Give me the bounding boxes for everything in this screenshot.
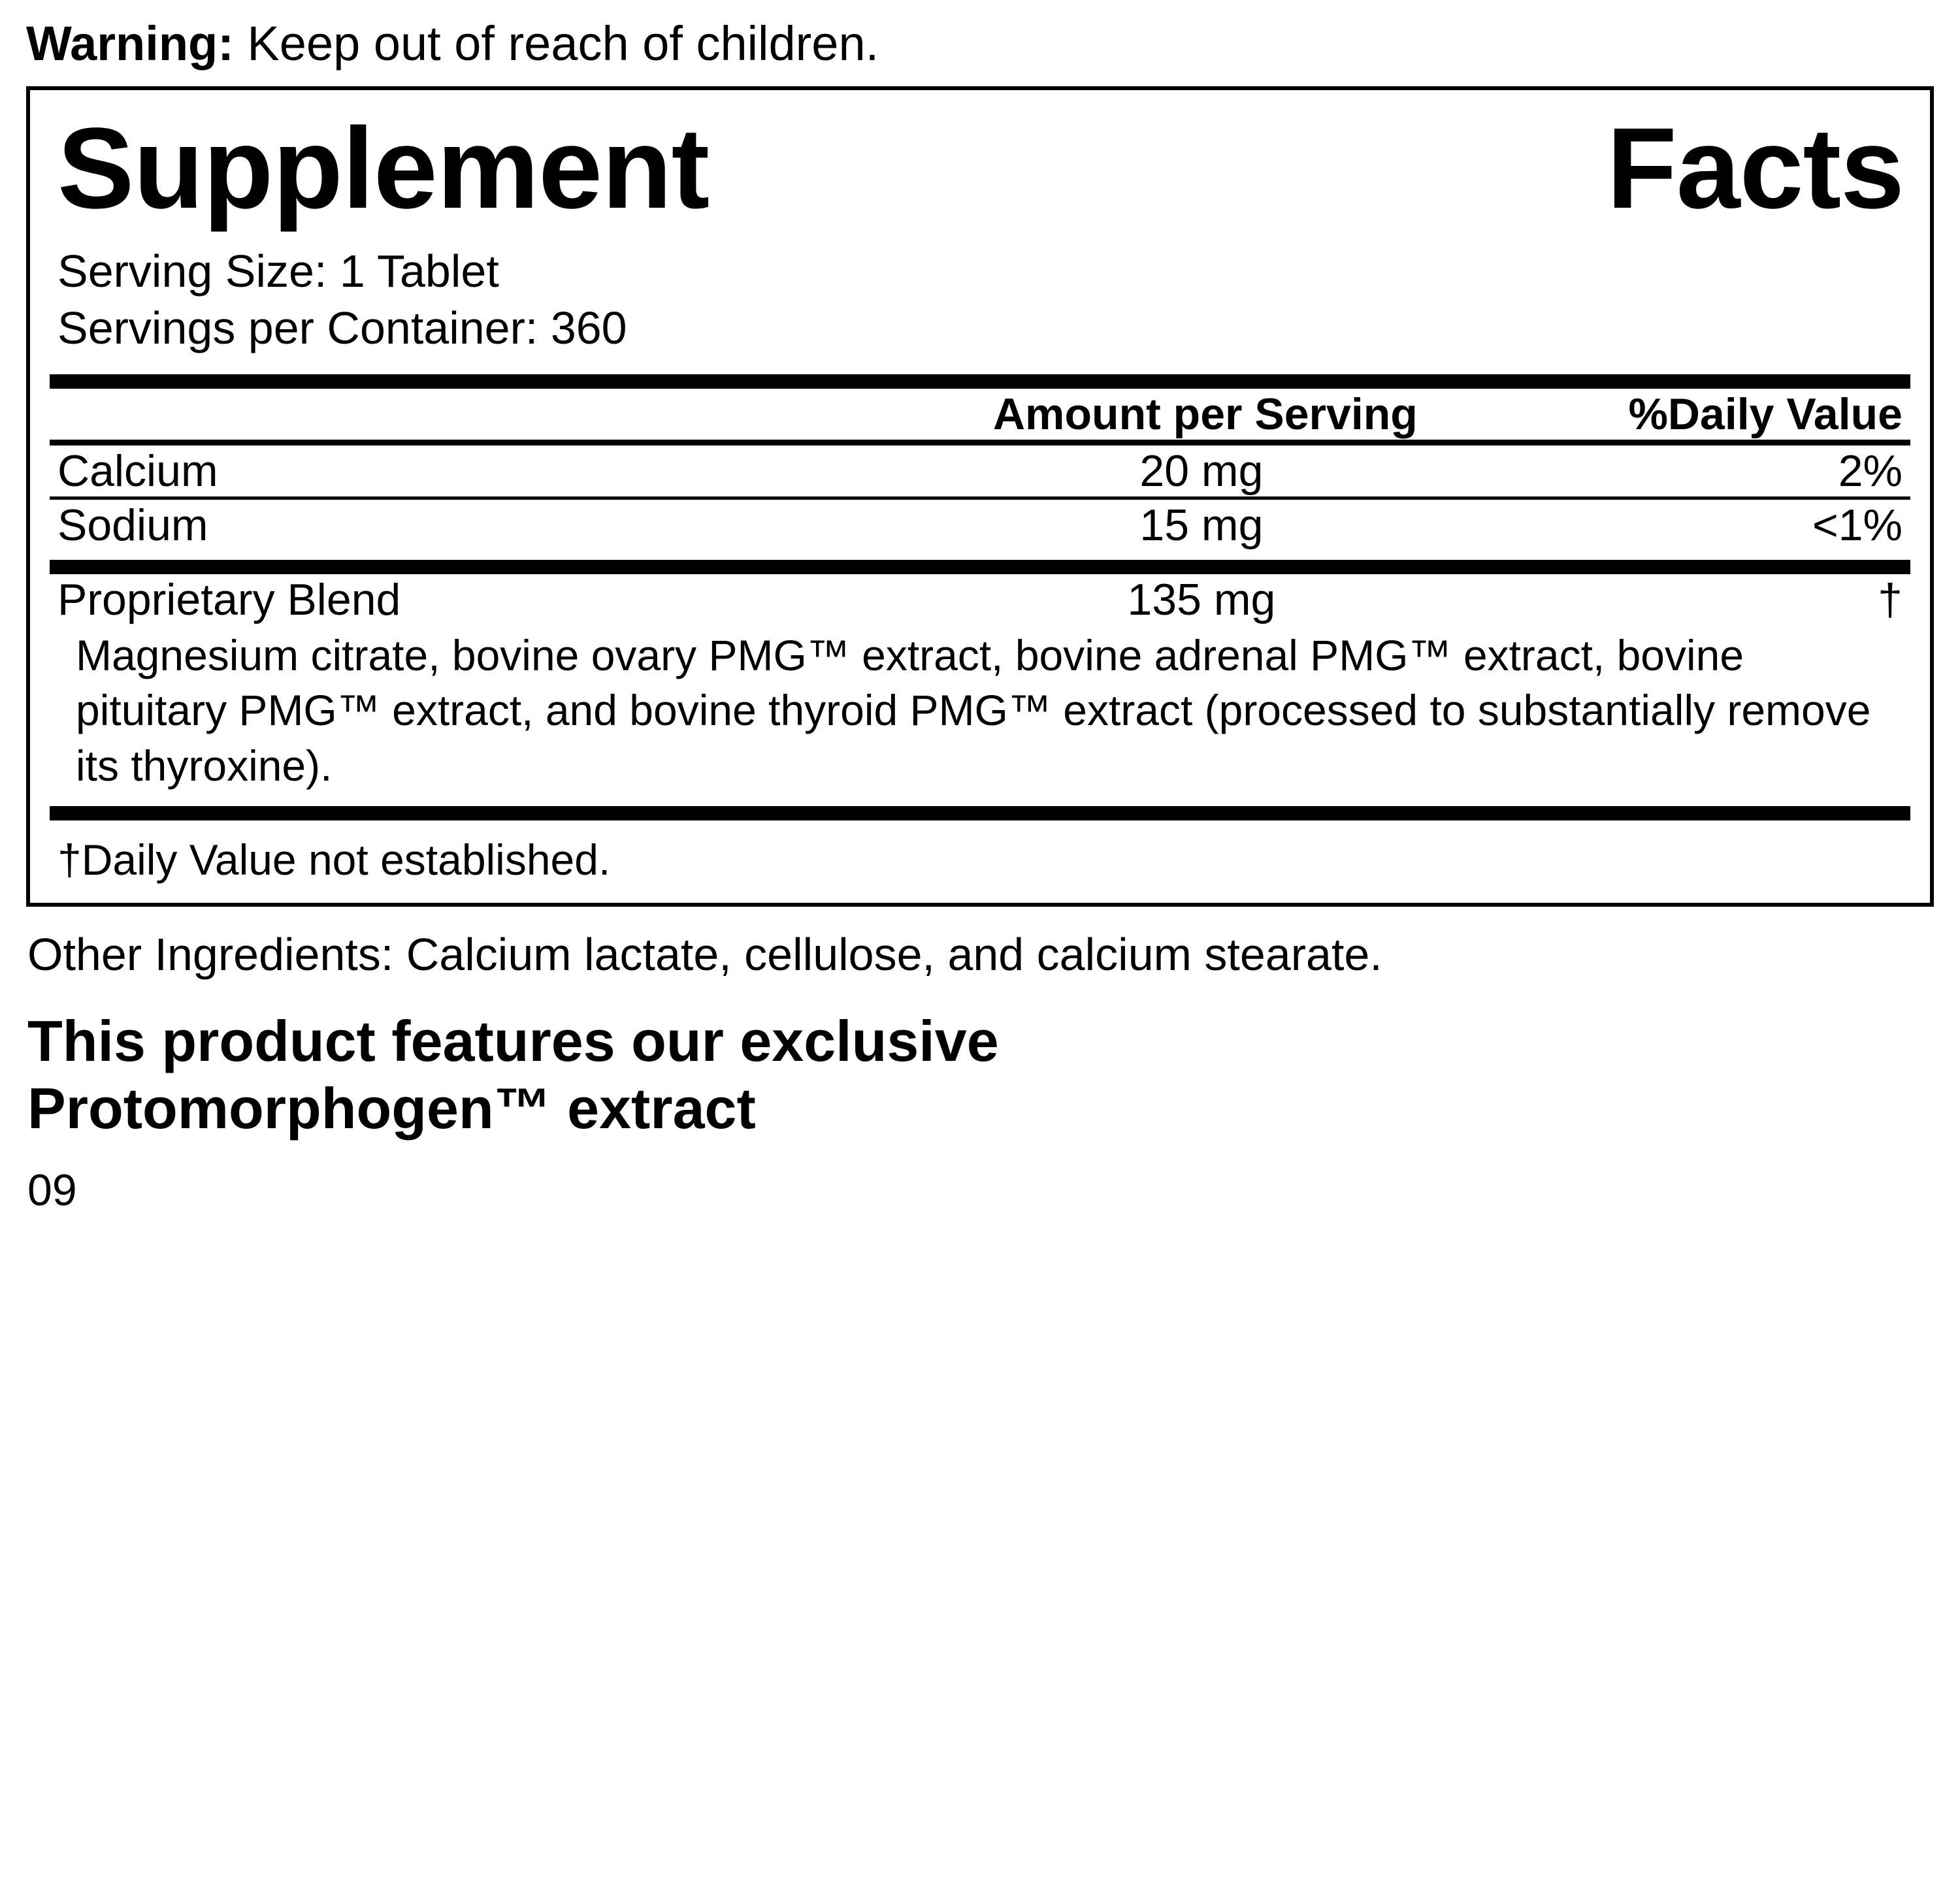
- nutrient-daily-value: 2%: [1838, 446, 1903, 496]
- table-header-row: [50, 389, 1910, 440]
- supplement-facts-panel: [26, 86, 1934, 907]
- warning-text: Keep out of reach of children.: [233, 16, 879, 71]
- daily-value-footnote: †Daily Value not established.: [57, 836, 611, 884]
- servings-per-container: Servings per Container: 360: [57, 302, 627, 354]
- proprietary-blend-table: [50, 574, 1910, 625]
- serving-info: [50, 233, 1910, 360]
- nutrient-amount: 15 mg: [1139, 500, 1264, 550]
- panel-title-supplement: Supplement: [57, 104, 710, 233]
- blend-name: Proprietary Blend: [57, 574, 401, 625]
- header-amount-per-serving: Amount per Serving: [992, 389, 1418, 439]
- table-row: [50, 574, 1910, 625]
- table-row: [50, 500, 1910, 551]
- divider-heavy-mid: [50, 560, 1910, 574]
- warning-label: Warning:: [26, 16, 234, 71]
- feature-line-2: Protomorphogen™ extract: [27, 1076, 756, 1141]
- nutrient-daily-value: <1%: [1812, 500, 1903, 550]
- nutrient-table-2: [50, 500, 1910, 551]
- nutrient-amount: 20 mg: [1139, 446, 1264, 496]
- header-daily-value: %Daily Value: [1628, 389, 1903, 439]
- facts-table: [50, 389, 1910, 440]
- nutrient-name: Calcium: [57, 446, 218, 496]
- header-blank: [50, 389, 860, 440]
- nutrient-table: [50, 446, 1910, 496]
- panel-title: [50, 99, 1910, 233]
- blend-amount: 135 mg: [1127, 574, 1276, 625]
- feature-line-1: This product features our exclusive: [27, 1008, 999, 1073]
- warning-line: [26, 0, 1934, 86]
- divider-heavy-bottom: [50, 806, 1910, 820]
- feature-callout: [26, 990, 1934, 1143]
- serving-size: Serving Size: 1 Tablet: [57, 245, 499, 297]
- panel-title-facts: Facts: [1607, 104, 1904, 233]
- blend-ingredients: Magnesium citrate, bovine ovary PMG™ extract, bovine adrenal PMG™ extract, bovine pituitary PMG™ extract, and bovine thyroid PMG™ extract (processed to substantially remove its thyroxine).: [76, 630, 1871, 790]
- divider-heavy-top: [50, 374, 1910, 389]
- label-code: 09: [27, 1165, 77, 1216]
- blend-daily-value: †: [1878, 574, 1903, 625]
- other-ingredients: Other Ingredients: Calcium lactate, cellulose, and calcium stearate.: [27, 929, 1382, 981]
- table-row: [50, 446, 1910, 496]
- nutrient-name: Sodium: [57, 500, 208, 550]
- divider-under-header: [50, 440, 1910, 446]
